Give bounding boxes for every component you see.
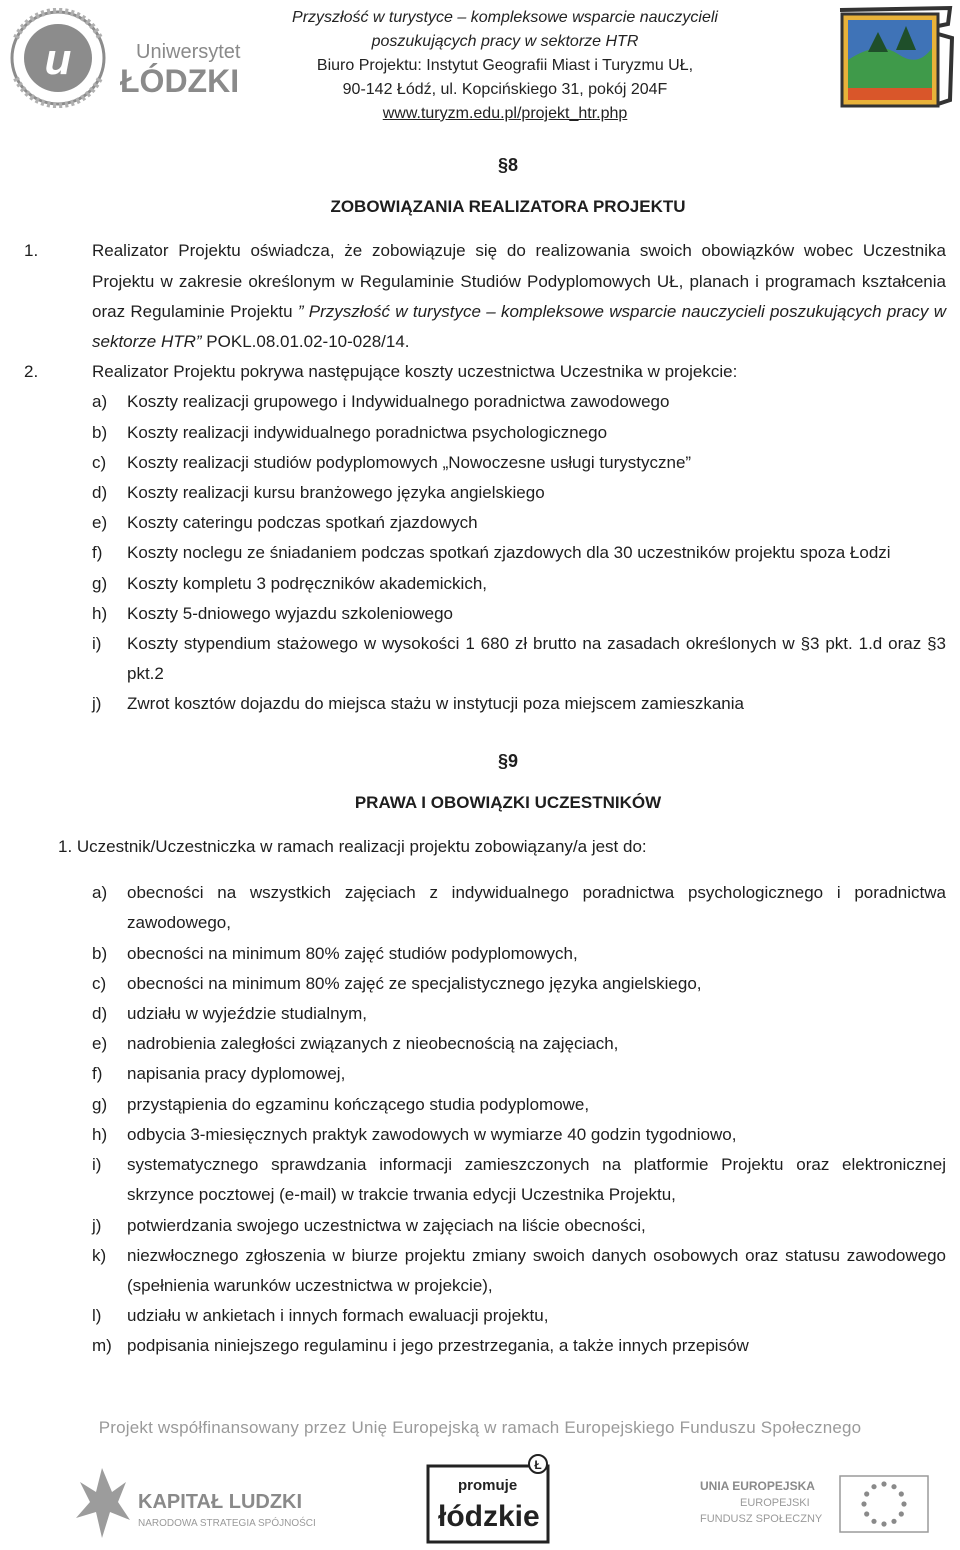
list-item-text: obecności na minimum 80% zajęć studiów podyplomowych, (127, 943, 578, 963)
list-item-text: niezwłocznego zgłoszenia w biurze projektu zmiany swoich danych osobowych oraz statusu zawodowego (spełnienia warunków uczestnictwa w projekcie), (127, 1245, 946, 1295)
obligation-list-item (58, 999, 946, 1029)
list-marker: j) (92, 1215, 102, 1235)
list-marker: i) (92, 634, 102, 654)
university-seal-icon (6, 8, 256, 108)
promuje-text: promuje (458, 1477, 518, 1494)
list-item-text: Koszty realizacji kursu branżowego języka angielskiego (127, 483, 545, 503)
list-marker: f) (92, 1064, 103, 1084)
list-item-text: potwierdzania swojego uczestnictwa w zajęciach na liście obecności, (127, 1215, 646, 1235)
header-text (250, 6, 760, 126)
list-item-text: przystąpienia do egzaminu kończącego studia podyplomowe, (127, 1094, 590, 1114)
section-9-number: §9 (497, 750, 519, 771)
list-item-text: Koszty cateringu podczas spotkań zjazdowych (127, 513, 478, 533)
list-marker: g) (92, 573, 108, 593)
cofinancing-note: Projekt współfinansowany przez Unię Europejską w ramach Europejskiego Funduszu Społecznego (98, 1418, 862, 1437)
obligation-list-item (58, 1090, 946, 1120)
project-logo (838, 4, 954, 114)
list-item-text: systematycznego sprawdzania informacji zamieszczonych na platformie Projektu oraz elektronicznej skrzynce pocztowej (e-mail) w trakcie trwania edycji Uczestnika Projektu, (127, 1155, 946, 1205)
list-marker: i) (92, 1155, 102, 1175)
obligation-list-item (58, 1029, 946, 1059)
obligation-list-item (58, 939, 946, 969)
kapital-ludzki-star-icon (72, 1462, 322, 1542)
list-item-text: Koszty noclegu ze śniadaniem podczas spotkań zjazdowych dla 30 uczestników projektu spoza Łodzi (127, 543, 891, 563)
list-marker: a) (92, 392, 108, 412)
promuje-lodzkie-icon (424, 1454, 554, 1544)
eu-star (871, 1519, 876, 1524)
eu-flag-stars-icon (698, 1472, 938, 1536)
paragraph-text-italic: ” Przyszłość w turystyce – kompleksowe wsparcie nauczycieli poszukujących pracy w sektorze HTR” (92, 301, 946, 352)
cost-list-item (58, 569, 946, 599)
ue-fund-2: FUNDUSZ SPOŁECZNY (700, 1513, 823, 1525)
landscape-logo-icon (838, 4, 954, 114)
eu-star (891, 1519, 896, 1524)
paragraph-number: 2. (24, 362, 39, 382)
section-8-paragraph-2 (24, 357, 946, 387)
section-8-cost-list (58, 387, 946, 719)
list-item-text: nadrobienia zaległości związanych z nieobecnością na zajęciach, (127, 1034, 619, 1054)
section-8-paragraph-1 (24, 236, 946, 357)
obligation-list-item (58, 1241, 946, 1301)
section-9-paragraph-1: 1. Uczestnik/Uczestniczka w ramach realizacji projektu zobowiązany/a jest do: (58, 837, 647, 857)
list-marker: h) (92, 603, 108, 623)
eu-star (899, 1491, 904, 1496)
header-address: 90-142 Łódź, ul. Kopcińskiego 31, pokój 204F (342, 81, 668, 98)
list-marker: j) (92, 694, 102, 714)
kl-subtitle: NARODOWA STRATEGIA SPÓJNOŚCI (138, 1518, 316, 1529)
list-marker: b) (92, 422, 108, 442)
header-project-title-1: Przyszłość w turystyce – kompleksowe wsparcie nauczycieli (292, 9, 718, 26)
obligation-list-item (58, 1120, 946, 1150)
eu-star (861, 1501, 866, 1506)
obligation-list-item (58, 1059, 946, 1089)
list-item-text: udziału w ankietach i innych formach ewaluacji projektu, (127, 1306, 549, 1326)
list-item-text: Koszty stypendium stażowego w wysokości 1 680 zł brutto na zasadach określonych w §3 pkt. 1.d oraz §3 pkt.2 (127, 634, 946, 684)
obligation-list-item (58, 1150, 946, 1210)
list-marker: c) (92, 452, 107, 472)
paragraph-text-a: Realizator Projektu oświadcza, że zobowiązuje się do realizowania swoich obowiązków wobec Uczestnika Projektu w zakresie określonym w Regulaminie Studiów Podyplomowych UŁ, planach i programach kształcenia oraz Regulaminie Projektu (92, 241, 946, 321)
header-project-title-2: poszukujących pracy w sektorze HTR (371, 33, 639, 50)
svg-text:u: u (44, 35, 72, 84)
promuje-lodzkie-logo (424, 1454, 554, 1544)
ue-fund-1: EUROPEJSKI (740, 1497, 810, 1509)
list-item-text: Koszty 5-dniowego wyjazdu szkoleniowego (127, 603, 454, 623)
ue-name: UNIA EUROPEJSKA (700, 1479, 815, 1493)
list-item-text: obecności na minimum 80% zajęć ze specjalistycznego języka angielskiego, (127, 973, 702, 993)
cost-list-item (58, 387, 946, 417)
obligation-list-item (58, 1331, 946, 1361)
list-marker: h) (92, 1124, 108, 1144)
uni-name-line2: ŁÓDZKI (120, 63, 240, 99)
obligation-list-item (58, 969, 946, 999)
lodzkie-text: łódzkie (438, 1500, 540, 1533)
list-item-text: odbycia 3-miesięcznych praktyk zawodowych w wymiarze 40 godzin tygodniowo, (127, 1124, 737, 1144)
list-item-text: Zwrot kosztów dojazdu do miejsca stażu w instytucji poza miejscem zamieszkania (127, 694, 744, 714)
eu-star (891, 1484, 896, 1489)
list-item-text: napisania pracy dyplomowej, (127, 1064, 346, 1084)
cost-list-item (58, 538, 946, 568)
eu-star (881, 1521, 886, 1526)
list-item-text: Koszty kompletu 3 podręczników akademickich, (127, 573, 487, 593)
list-marker: e) (92, 1034, 108, 1054)
list-item-text: udziału w wyjeździe studialnym, (127, 1004, 367, 1024)
list-marker: c) (92, 973, 107, 993)
list-item-text: Koszty realizacji grupowego i Indywidualnego poradnictwa zawodowego (127, 392, 670, 412)
cost-list-item (58, 508, 946, 538)
list-marker: e) (92, 513, 108, 533)
cost-list-item (58, 689, 946, 719)
kapital-ludzki-logo (72, 1462, 322, 1542)
paragraph-text: Realizator Projektu pokrywa następujące koszty uczestnictwa Uczestnika w projekcie: (92, 362, 738, 382)
list-marker: a) (92, 883, 108, 903)
list-marker: l) (92, 1306, 102, 1326)
obligation-list-item (58, 1211, 946, 1241)
cost-list-item (58, 448, 946, 478)
eu-star (881, 1481, 886, 1486)
list-marker: k) (92, 1245, 107, 1265)
section-8-title: ZOBOWIĄZANIA REALIZATORA PROJEKTU (330, 197, 686, 217)
list-marker: d) (92, 1004, 108, 1024)
eu-star (901, 1501, 906, 1506)
paragraph-text-b: POKL.08.01.02-10-028/14. (201, 332, 410, 352)
section-9-obligations-list (58, 878, 946, 1361)
section-8-number: §8 (497, 155, 519, 175)
eu-star (871, 1484, 876, 1489)
section-9-title: PRAWA I OBOWIĄZKI UCZESTNIKÓW (354, 792, 662, 812)
uni-name-line1: Uniwersytet (136, 41, 241, 63)
svg-text:Ł: Ł (534, 1458, 542, 1472)
list-marker: b) (92, 943, 108, 963)
eu-star (899, 1511, 904, 1516)
list-item-text: podpisania niniejszego regulaminu i jego przestrzegania, a także innych przepisów (127, 1336, 749, 1356)
eu-star (864, 1511, 869, 1516)
university-logo (6, 8, 256, 108)
list-item-text: obecności na wszystkich zajęciach z indywidualnego poradnictwa psychologicznego i poradnictwa zawodowego, (127, 883, 946, 933)
list-item-text: Koszty realizacji indywidualnego poradnictwa psychologicznego (127, 422, 608, 442)
cost-list-item (58, 629, 946, 689)
obligation-list-item (58, 1301, 946, 1331)
header-url-link[interactable]: www.turyzm.edu.pl/projekt_htr.php (382, 105, 628, 122)
list-marker: m) (92, 1336, 112, 1356)
list-item-text: Koszty realizacji studiów podyplomowych „Nowoczesne usługi turystyczne” (127, 452, 692, 472)
obligation-list-item (58, 878, 946, 938)
paragraph-number: 1. (24, 241, 39, 261)
cost-list-item (58, 478, 946, 508)
list-marker: g) (92, 1094, 108, 1114)
header-office: Biuro Projektu: Instytut Geografii Miast i Turyzmu UŁ, (316, 57, 694, 74)
cost-list-item (58, 599, 946, 629)
list-marker: f) (92, 543, 103, 563)
document-body (24, 150, 946, 1362)
cost-list-item (58, 418, 946, 448)
kl-name: KAPITAŁ LUDZKI (138, 1491, 303, 1513)
list-marker: d) (92, 483, 108, 503)
eu-logo (698, 1472, 938, 1536)
eu-star (864, 1491, 869, 1496)
